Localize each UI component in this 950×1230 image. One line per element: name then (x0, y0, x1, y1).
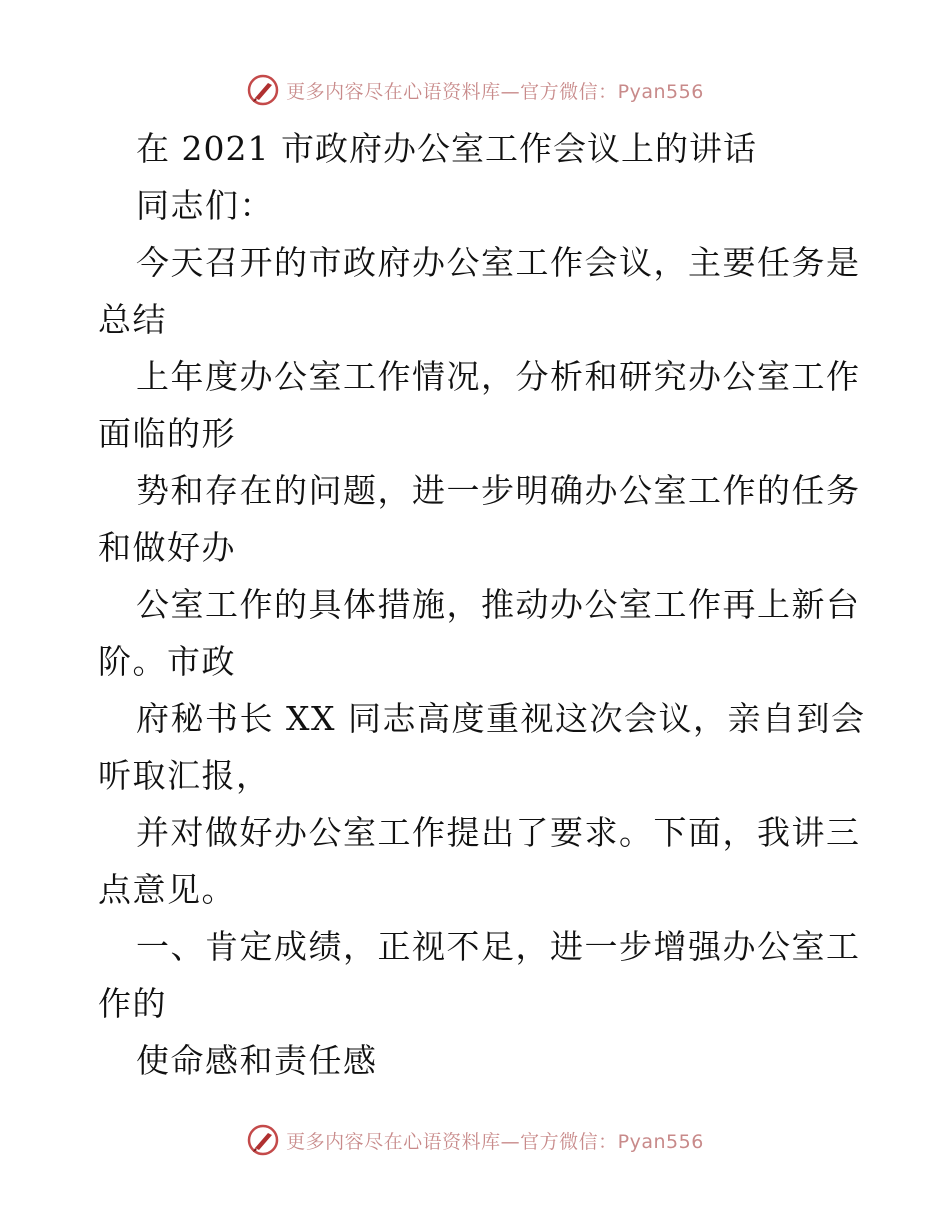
salutation: 同志们： (136, 186, 274, 225)
watermark-text: 更多内容尽在心语资料库—官方微信：Pyan556 (286, 1130, 704, 1153)
paragraph-line: 并对做好办公室工作提出了要求。下面，我讲三 (136, 813, 861, 852)
paragraph-line: 势和存在的问题，进一步明确办公室工作的任务 (136, 471, 861, 510)
paragraph-line: 总结 (98, 300, 167, 339)
section-heading: 一、肯定成绩，正视不足，进一步增强办公室工 (136, 927, 861, 966)
quill-logo-icon (246, 1123, 280, 1157)
footer-watermark (0, 1120, 950, 1160)
section-heading: 使命感和责任感 (136, 1041, 378, 1080)
paragraph-line: 面临的形 (98, 414, 236, 453)
paragraph-line: 点意见。 (98, 870, 236, 909)
paragraph-line: 府秘书长 XX 同志高度重视这次会议，亲自到会 (136, 699, 866, 738)
document-body (98, 120, 866, 1089)
paragraph-line: 阶。市政 (98, 642, 236, 681)
paragraph-line: 公室工作的具体措施，推动办公室工作再上新台 (136, 585, 861, 624)
paragraph-line: 和做好办 (98, 528, 236, 567)
watermark-text: 更多内容尽在心语资料库—官方微信：Pyan556 (286, 80, 704, 103)
header-watermark (0, 70, 950, 110)
paragraph-line: 听取汇报， (98, 756, 271, 795)
document-title: 在 2021 市政府办公室工作会议上的讲话 (136, 129, 757, 168)
paragraph-line: 今天召开的市政府办公室工作会议，主要任务是 (136, 243, 861, 282)
paragraph-line: 上年度办公室工作情况，分析和研究办公室工作 (136, 357, 861, 396)
section-heading: 作的 (98, 984, 167, 1023)
quill-logo-icon (246, 73, 280, 107)
